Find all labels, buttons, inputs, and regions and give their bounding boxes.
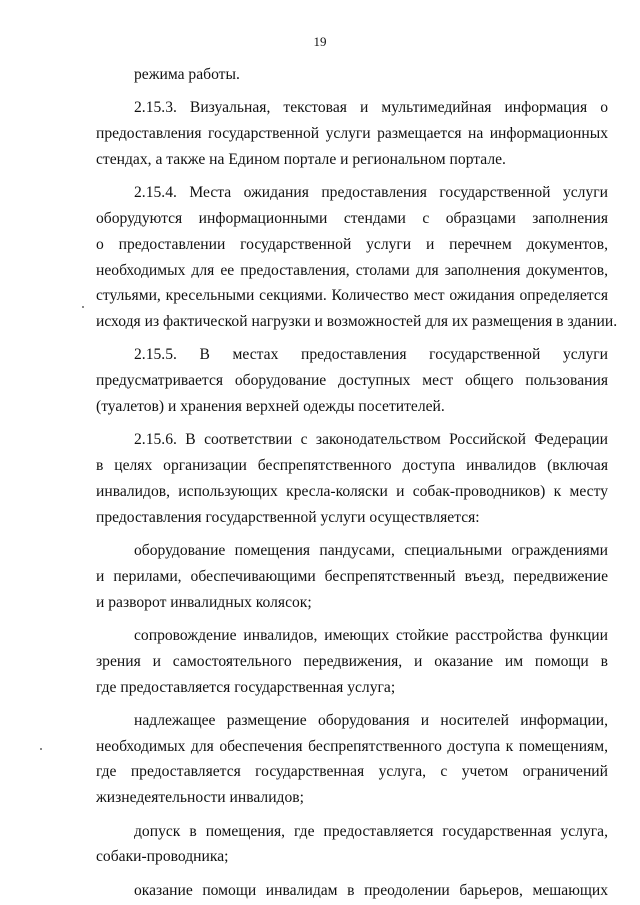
text-line: оборудование помещения пандусами, специальными ограждениями <box>134 542 608 560</box>
text-line: необходимых для ее предоставления, столами для заполнения документов, <box>96 261 608 279</box>
text-line: стендах, а также на Едином портале и региональном портале. <box>96 150 506 168</box>
text-line: оборудуются информационными стендами с образцами заполнения <box>96 209 608 227</box>
scan-mark <box>82 306 84 308</box>
text-line: исходя из фактической нагрузки и возможностей для их размещения в здании. <box>96 313 618 331</box>
text-line: инвалидов, использующих кресла-коляски и собак-проводников) к месту <box>96 482 608 500</box>
text-line: 2.15.3. Визуальная, текстовая и мультимедийная информация о <box>134 99 608 117</box>
text-line: сопровождение инвалидов, имеющих стойкие расстройства функции <box>134 626 608 644</box>
text-line: оказание помощи инвалидам в преодолении барьеров, мешающих <box>134 881 608 899</box>
paragraph <box>96 427 608 530</box>
text-line: 2.15.4. Места ожидания предоставления государственной услуги <box>134 184 608 202</box>
text-line: 2.15.6. В соответствии с законодательством Российской Федерации <box>134 431 608 449</box>
text-line: (туалетов) и хранения верхней одежды посетителей. <box>96 398 445 416</box>
text-line: предоставления государственной услуги размещается на информационных <box>96 125 608 143</box>
paragraph <box>96 878 608 904</box>
text-line: в целях организации беспрепятственного доступа инвалидов (включая <box>96 457 608 475</box>
text-line: предусматривается оборудование доступных мест общего пользования <box>96 372 608 390</box>
text-line: и разворот инвалидных колясок; <box>96 593 312 611</box>
page-number: 19 <box>313 34 327 49</box>
text-line: режима работы. <box>134 66 240 83</box>
scan-mark <box>40 748 42 750</box>
text-line: надлежащее размещение оборудования и носителей информации, <box>134 711 608 729</box>
paragraph <box>96 538 608 615</box>
text-line: и перилами, обеспечивающими беспрепятственный въезд, передвижение <box>96 567 608 585</box>
text-line: зрения и самостоятельного передвижения, и оказание им помощи в <box>96 652 608 670</box>
text-line: о предоставлении государственной услуги и перечнем документов, <box>96 235 608 253</box>
paragraph <box>96 95 608 172</box>
paragraph <box>96 708 608 811</box>
text-line: стульями, кресельными секциями. Количество мест ожидания определяется <box>96 287 608 305</box>
text-line: жизнедеятельности инвалидов; <box>96 789 304 807</box>
document-body <box>96 62 618 903</box>
text-line: где предоставляется государственная услуга, с учетом ограничений <box>96 763 608 781</box>
paragraph <box>96 62 608 88</box>
paragraph <box>96 342 608 419</box>
text-line: предоставления государственной услуги осуществляется: <box>96 508 480 526</box>
text-line: допуск в помещения, где предоставляется государственная услуга, <box>134 822 608 840</box>
text-line: необходимых для обеспечения беспрепятственного доступа к помещениям, <box>96 737 608 755</box>
text-line: собаки-проводника; <box>96 848 229 866</box>
paragraph <box>96 819 608 871</box>
paragraph <box>96 623 608 700</box>
text-line: 2.15.5. В местах предоставления государственной услуги <box>134 346 608 364</box>
text-line: где предоставляется государственная услуга; <box>96 678 396 696</box>
paragraph <box>96 180 618 335</box>
